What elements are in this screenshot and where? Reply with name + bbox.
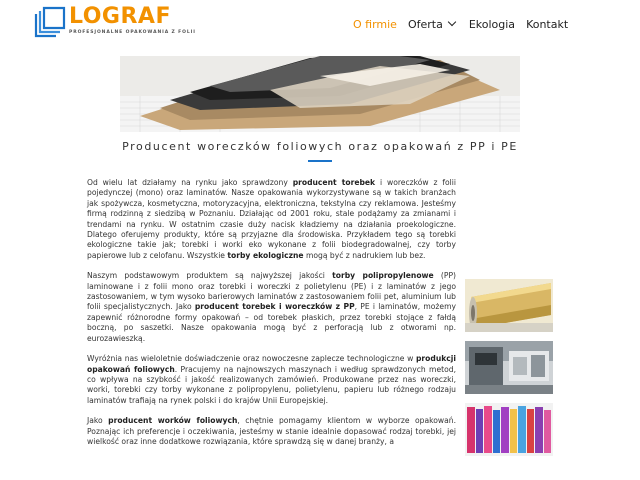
bold-keyword: produkcji opakowań foliowych: [87, 354, 456, 374]
nav-item-o-firmie[interactable]: [353, 18, 397, 31]
paragraph-4: [87, 416, 456, 447]
brand-tagline: PROFESJONALNE OPAKOWANIA Z FOLII: [69, 30, 196, 35]
text-run: Jako: [87, 416, 109, 426]
nav-item-kontakt[interactable]: [526, 18, 568, 31]
text-run: Od wielu lat działamy na rynku jako sprawdzony: [87, 178, 293, 187]
text-run: . Pracujemy na najnowszych maszynach i według sprawdzonych metod, co wpływa na szybkość i jakość realizowanych zamówień. Produkowane przez nas woreczki, worki, torebki czy torby wykonane z polipropylenu, polietylenu, papieru lub różnego rodzaju laminatów trafiają na rynek polski i do krajów Unii Europejskiej.: [87, 364, 456, 405]
text-run: mogą być z nadrukiem lub bez.: [303, 250, 426, 260]
nav-label: Ekologia: [468, 17, 516, 31]
headline-underline: [308, 160, 332, 162]
text-run: , PE i laminatów, możemy zapewnić różnorodne formy opakowań – od torebek płaskich, przez torebki stojące z fałdą boczną, po saszetki. Nasze opakowania mogą być z perforacją lub z otworami np. eurozawieszką.: [87, 302, 456, 343]
brand-name: LOGRAF: [69, 4, 171, 29]
text-run: Wyróżnia nas wieloletnie doświadczenie oraz nowoczesne zaplecze technologiczne w: [87, 354, 416, 364]
logo[interactable]: [33, 4, 196, 40]
side-image-machinery: [465, 341, 553, 394]
text-run: , chętnie pomagamy klientom w wyborze opakowań. Poznając ich preferencje i oczekiwania, jesteśmy w stanie idealnie dopasować rodzaj torebki, jej wielkość oraz inne dodatkowe rozwiązania, które sprawdzą się w danej branży, a: [87, 416, 456, 446]
side-image-colorful-bags: [465, 403, 553, 456]
chevron-down-icon: [448, 18, 456, 26]
paragraph-3: [87, 354, 456, 406]
logo-icon: [33, 6, 67, 38]
bold-keyword: producent torebek: [292, 178, 376, 187]
side-image-film-rolls: [465, 279, 553, 332]
site-header: [0, 0, 640, 48]
nav-label: Oferta: [407, 17, 443, 31]
page-headline: Producent woreczków foliowych oraz opakowań z PP i PE: [122, 140, 518, 153]
text-run: (PP) laminowane i z folii mono oraz torebki i woreczki z polietylenu (PE) i z laminatów z jego zastosowaniem, w tym wysoko barierowych laminatów z zastosowaniem folii pet, aluminium lub folii specjalistycznych. Jako: [87, 271, 457, 312]
nav-label: O firmie: [353, 17, 397, 31]
main-nav: [343, 14, 568, 34]
paragraph-2: [87, 271, 456, 344]
bold-keyword: producent torebek i woreczków z PP: [194, 302, 355, 312]
text-run: Naszym podstawowym produktem są najwyższej jakości: [87, 271, 333, 281]
paragraph-1: [87, 178, 456, 261]
bold-keyword: producent worków foliowych: [108, 416, 238, 426]
main-content: [87, 178, 456, 457]
nav-label: Kontakt: [526, 17, 569, 31]
bold-keyword: torby polipropylenowe: [332, 271, 434, 281]
bold-keyword: torby ekologiczne: [227, 250, 304, 260]
nav-item-ekologia[interactable]: [469, 18, 515, 31]
text-run: i woreczków z folii pojedynczej (mono) oraz laminatów. Nasze opakowania wykorzystywane są w takich branżach jak spożywcza, kosmetyczna, motoryzacyjna, elektroniczna, tekstylna czy reklamowa. Jesteśmy firmą rodzinną z siedzibą w Poznaniu. Działając od 2001 roku, stale podążamy za zmianami i trendami na rynku. W ostatnim czasie duży nacisk kładziemy na działania proekologiczne. Dlatego oferujemy produkty, które są przyjazne dla środowiska. Przykładem tego są torebki ekologiczne takie jak; torebki i worki eko wykonane z folii biodegradowalnej, czy torby papierowe lub z celofanu. Wszystkie: [87, 178, 456, 260]
nav-item-oferta[interactable]: [408, 18, 455, 31]
hero-image: [120, 56, 520, 132]
